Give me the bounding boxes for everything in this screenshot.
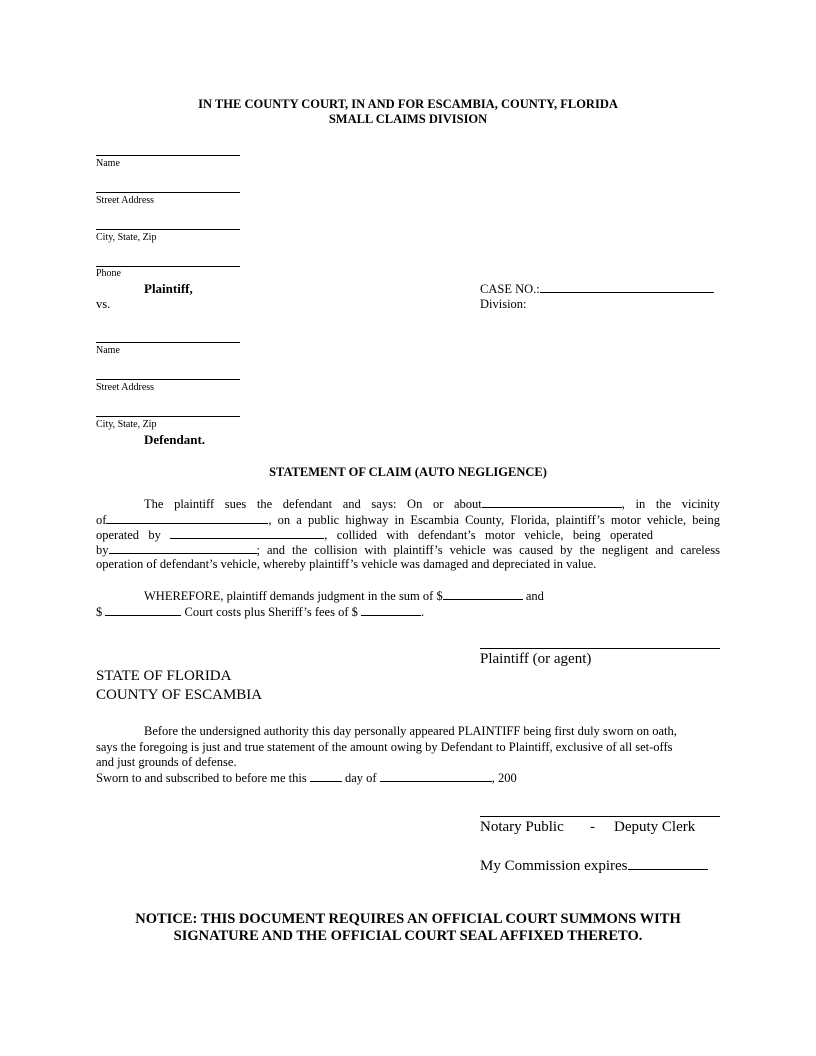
sworn-month-blank (380, 770, 492, 782)
claim-text: The plaintiff sues the defendant and says: On or about (144, 497, 482, 511)
claim-text: , on a public highway in Escambia County, Florida, plaintiff’s motor vehicle, being (268, 513, 720, 527)
claim-line-5: operation of defendant’s vehicle, whereby plaintiff’s vehicle was damaged and depreciated in value. (96, 557, 597, 571)
defendant-name-line (96, 342, 240, 343)
division-label: Division: (480, 297, 527, 311)
wherefore-text: . (420, 605, 425, 619)
plaintiff-city-line (96, 229, 240, 230)
plaintiff-signature-line (480, 648, 720, 649)
location-blank (106, 512, 268, 524)
venue-county: COUNTY OF ESCAMBIA (96, 687, 263, 703)
claim-line-1 (144, 496, 720, 512)
court-heading: IN THE COUNTY COURT, IN AND FOR ESCAMBIA, COUNTY, FLORIDA (198, 97, 618, 111)
versus-label: vs. (96, 297, 111, 311)
plaintiff-street-line (96, 192, 240, 193)
sworn-day-blank (310, 770, 342, 782)
defendant-role: Defendant. (144, 432, 206, 447)
sworn-line (96, 770, 517, 786)
defendant-driver-blank (109, 542, 257, 554)
claim-line-3 (96, 527, 720, 543)
claim-line-2 (96, 512, 720, 528)
sheriff-fees-blank (361, 604, 421, 616)
claim-text: , in the vicinity (621, 497, 720, 511)
defendant-street-line (96, 379, 240, 380)
plaintiff-name-label: Name (96, 158, 120, 169)
sworn-text: , 200 (491, 771, 517, 785)
oath-line-1: Before the undersigned authority this day personally appeared PLAINTIFF being first duly sworn on oath, (144, 724, 677, 738)
commission-date-blank (628, 856, 708, 870)
claim-line-4 (96, 542, 720, 558)
claim-text: ; and the collision with plaintiff’s vehicle was caused by the negligent and careless (256, 543, 720, 557)
claim-text: , collided with defendant’s motor vehicle, being operated (324, 528, 654, 542)
wherefore-text: and (522, 589, 544, 603)
notary-signature-line (480, 816, 720, 817)
defendant-name-label: Name (96, 345, 120, 356)
wherefore-text: $ (96, 605, 106, 619)
case-number-field (480, 281, 714, 297)
statement-title: STATEMENT OF CLAIM (AUTO NEGLIGENCE) (269, 465, 547, 479)
claim-text: of (96, 513, 107, 527)
judgment-amount-blank (443, 588, 523, 600)
wherefore-line-2 (96, 604, 424, 620)
commission-label: My Commission expires (480, 858, 628, 874)
division-heading: SMALL CLAIMS DIVISION (328, 112, 488, 126)
deputy-clerk-label: Deputy Clerk (614, 819, 696, 835)
plaintiff-city-label: City, State, Zip (96, 232, 157, 243)
wherefore-line-1 (144, 588, 544, 604)
case-number-blank (540, 281, 714, 293)
wherefore-text: Court costs plus Sheriff’s fees of $ (181, 605, 361, 619)
defendant-city-line (96, 416, 240, 417)
date-blank (482, 496, 622, 508)
claim-text: by (96, 543, 109, 557)
oath-line-2: says the foregoing is just and true statement of the amount owing by Defendant to Plaintiff, exclusive of all set-offs (96, 740, 673, 754)
plaintiff-street-label: Street Address (96, 195, 155, 206)
sworn-text: Sworn to and subscribed to before me this (96, 771, 310, 785)
sworn-text: day of (341, 771, 380, 785)
defendant-street-label: Street Address (96, 382, 155, 393)
plaintiff-name-line (96, 155, 240, 156)
notice-line-1: NOTICE: THIS DOCUMENT REQUIRES AN OFFICIAL COURT SUMMONS WITH (135, 911, 681, 927)
notary-dash: - (590, 819, 595, 835)
plaintiff-driver-blank (170, 527, 324, 539)
case-number-label: CASE NO.: (480, 282, 540, 296)
plaintiff-role: Plaintiff, (144, 281, 193, 296)
defendant-city-label: City, State, Zip (96, 419, 157, 430)
notary-public-label: Notary Public (480, 819, 564, 835)
plaintiff-signature-label: Plaintiff (or agent) (480, 651, 592, 667)
claim-text: operated by (96, 528, 161, 542)
commission-field (480, 856, 708, 875)
plaintiff-phone-label: Phone (96, 268, 121, 279)
venue-state: STATE OF FLORIDA (96, 668, 232, 684)
oath-line-3: and just grounds of defense. (96, 755, 237, 769)
plaintiff-phone-line (96, 266, 240, 267)
notice-line-2: SIGNATURE AND THE OFFICIAL COURT SEAL AFFIXED THERETO. (173, 928, 643, 944)
court-costs-blank (105, 604, 181, 616)
wherefore-text: WHEREFORE, plaintiff demands judgment in the sum of $ (144, 589, 443, 603)
